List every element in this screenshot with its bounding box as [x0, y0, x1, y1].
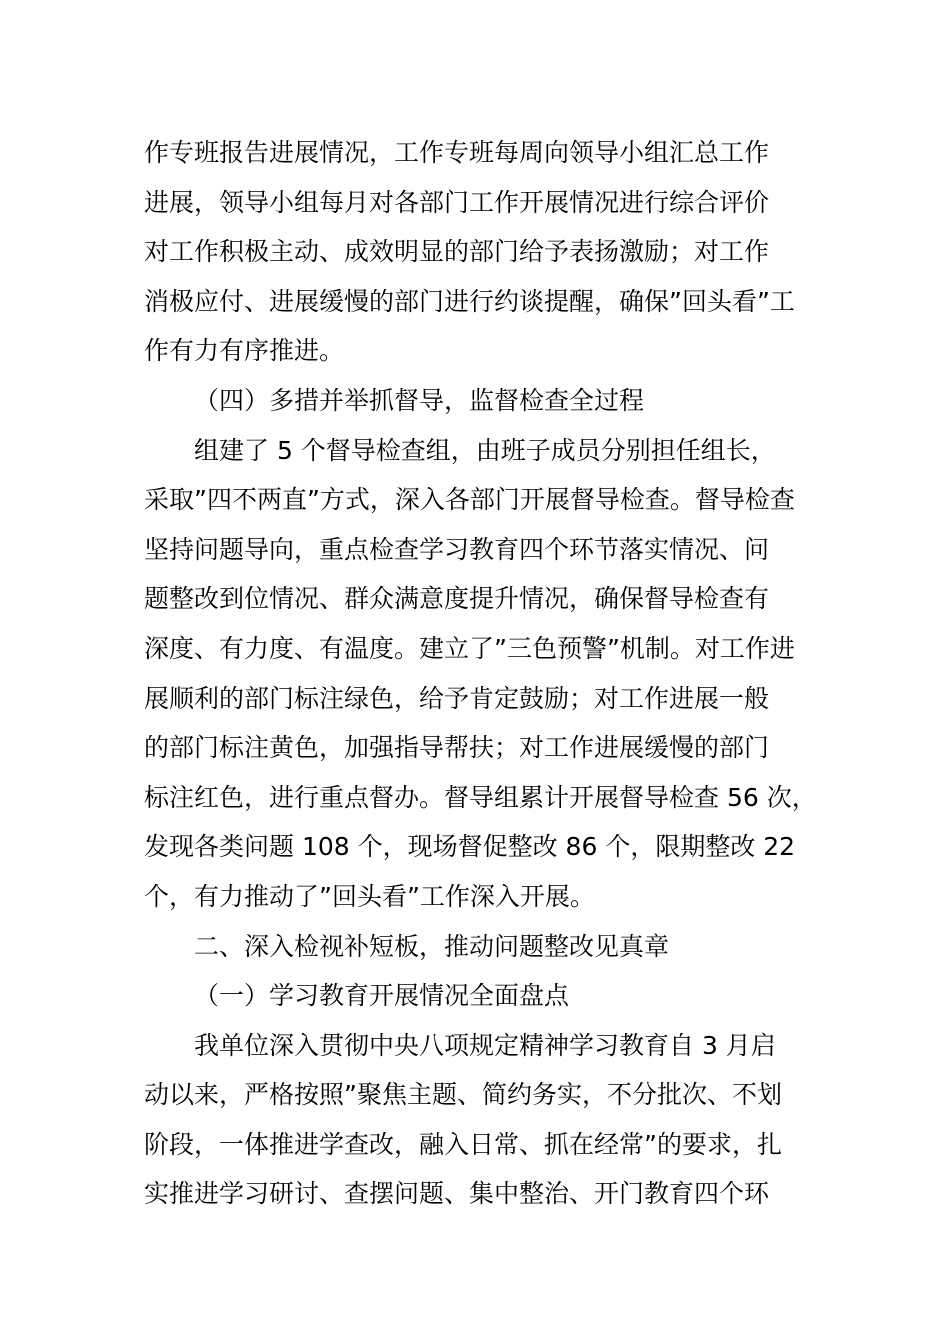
body-line: 消极应付、进展缓慢的部门进行约谈提醒，确保”回头看”工 — [144, 286, 795, 316]
section-heading: （一）学习教育开展情况全面盘点 — [194, 981, 570, 1011]
body-line: 进展，领导小组每月对各部门工作开展情况进行综合评价 — [144, 187, 770, 217]
body-line: 标注红色，进行重点督办。督导组累计开展督导检查 56 次， — [144, 782, 817, 812]
body-line: 实推进学习研讨、查摆问题、集中整治、开门教育四个环 — [144, 1179, 770, 1209]
section-heading: （四）多措并举抓督导，监督检查全过程 — [194, 385, 645, 415]
body-line: 深度、有力度、有温度。建立了”三色预警”机制。对工作进 — [144, 633, 795, 663]
document-body — [144, 128, 844, 1219]
body-line: 个，有力推动了”回头看”工作深入开展。 — [144, 881, 595, 911]
paragraph-first-line: 组建了 5 个督导检查组，由班子成员分别担任组长， — [194, 435, 776, 465]
body-line: 对工作积极主动、成效明显的部门给予表扬激励；对工作 — [144, 237, 770, 267]
body-line: 发现各类问题 108 个，现场督促整改 86 个，限期整改 22 — [144, 832, 796, 862]
body-line: 展顺利的部门标注绿色，给予肯定鼓励；对工作进展一般 — [144, 683, 770, 713]
body-line: 作有力有序推进。 — [144, 336, 345, 366]
body-line: 的部门标注黄色，加强指导帮扶；对工作进展缓慢的部门 — [144, 733, 770, 763]
body-line: 动以来，严格按照”聚焦主题、简约务实，不分批次、不划 — [144, 1080, 782, 1110]
paragraph-first-line: 我单位深入贯彻中央八项规定精神学习教育自 3 月启 — [194, 1030, 776, 1060]
body-line: 坚持问题导向，重点检查学习教育四个环节落实情况、问 — [144, 534, 770, 564]
body-line: 题整改到位情况、群众满意度提升情况，确保督导检查有 — [144, 584, 770, 614]
chapter-heading: 二、深入检视补短板，推动问题整改见真章 — [194, 931, 670, 961]
body-line: 采取”四不两直”方式，深入各部门开展督导检查。督导检查 — [144, 485, 795, 515]
body-line: 阶段，一体推进学查改，融入日常、抓在经常”的要求，扎 — [144, 1129, 782, 1159]
body-line: 作专班报告进展情况，工作专班每周向领导小组汇总工作 — [144, 138, 770, 167]
